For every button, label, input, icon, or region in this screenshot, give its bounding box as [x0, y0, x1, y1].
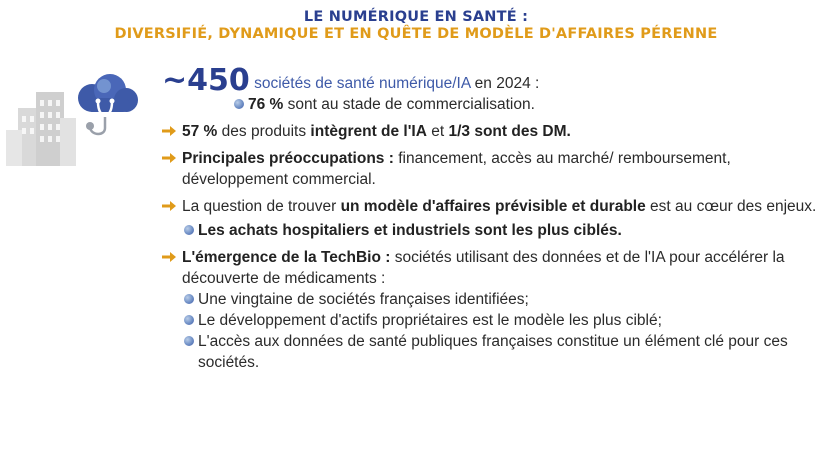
point-business-model: La question de trouver un modèle d'affaires prévisible et durable est au cœur des enjeux. Les achats hospitaliers et industriels sont les plus ciblés. [162, 196, 822, 241]
point-preoccupations: Principales préoccupations : financement, accès au marché/ remboursement, développement commercial. [162, 148, 822, 190]
intro-line [162, 63, 822, 98]
intro-sub-text: sont au stade de commercialisation. [287, 96, 535, 113]
arrow-right-icon [162, 251, 176, 263]
company-count: ~450 [162, 63, 250, 98]
techbio-sub-3: L'accès aux données de santé publiques françaises constitue un élément clé pour ces sociétés. [182, 331, 822, 373]
bullet-dot-icon [184, 294, 194, 304]
title-line-1: LE NUMÉRIQUE EN SANTÉ : [303, 9, 529, 25]
arrow-right-icon [162, 200, 176, 212]
title-line-2: DIVERSIFIÉ, DYNAMIQUE ET EN QUÊTE DE MODÈLE D'AFFAIRES PÉRENNE [114, 26, 718, 42]
content [162, 63, 822, 373]
bullet-dot-icon [234, 99, 244, 109]
building-cloud-stethoscope-icon [0, 70, 150, 170]
business-model-sub: Les achats hospitaliers et industriels sont les plus ciblés. [182, 220, 822, 241]
intro-sub [232, 94, 822, 115]
arrow-right-icon [162, 125, 176, 137]
point-techbio: L'émergence de la TechBio : sociétés utilisant des données et de l'IA pour accélérer la découverte de médicaments : Une vingtaine de sociétés françaises identifiées; Le développement d'actifs propriétaires est le modèle les plus ciblé; L'accès aux données de santé publiques françaises constitue un élément clé pour ces sociétés. [162, 247, 822, 373]
bullet-dot-icon [184, 315, 194, 325]
point-ia: 57 % des produits intègrent de l'IA et 1/3 sont des DM. [162, 121, 822, 142]
arrow-right-icon [162, 152, 176, 164]
intro-sub-value: 76 % [248, 96, 284, 113]
company-label: sociétés de santé numérique/IA [254, 75, 471, 92]
techbio-sub-1: Une vingtaine de sociétés françaises identifiées; [182, 289, 822, 310]
techbio-sub-2: Le développement d'actifs propriétaires est le modèle les plus ciblé; [182, 310, 822, 331]
company-suffix: en 2024 : [474, 75, 540, 92]
bullet-dot-icon [184, 225, 194, 235]
bullet-dot-icon [184, 336, 194, 346]
